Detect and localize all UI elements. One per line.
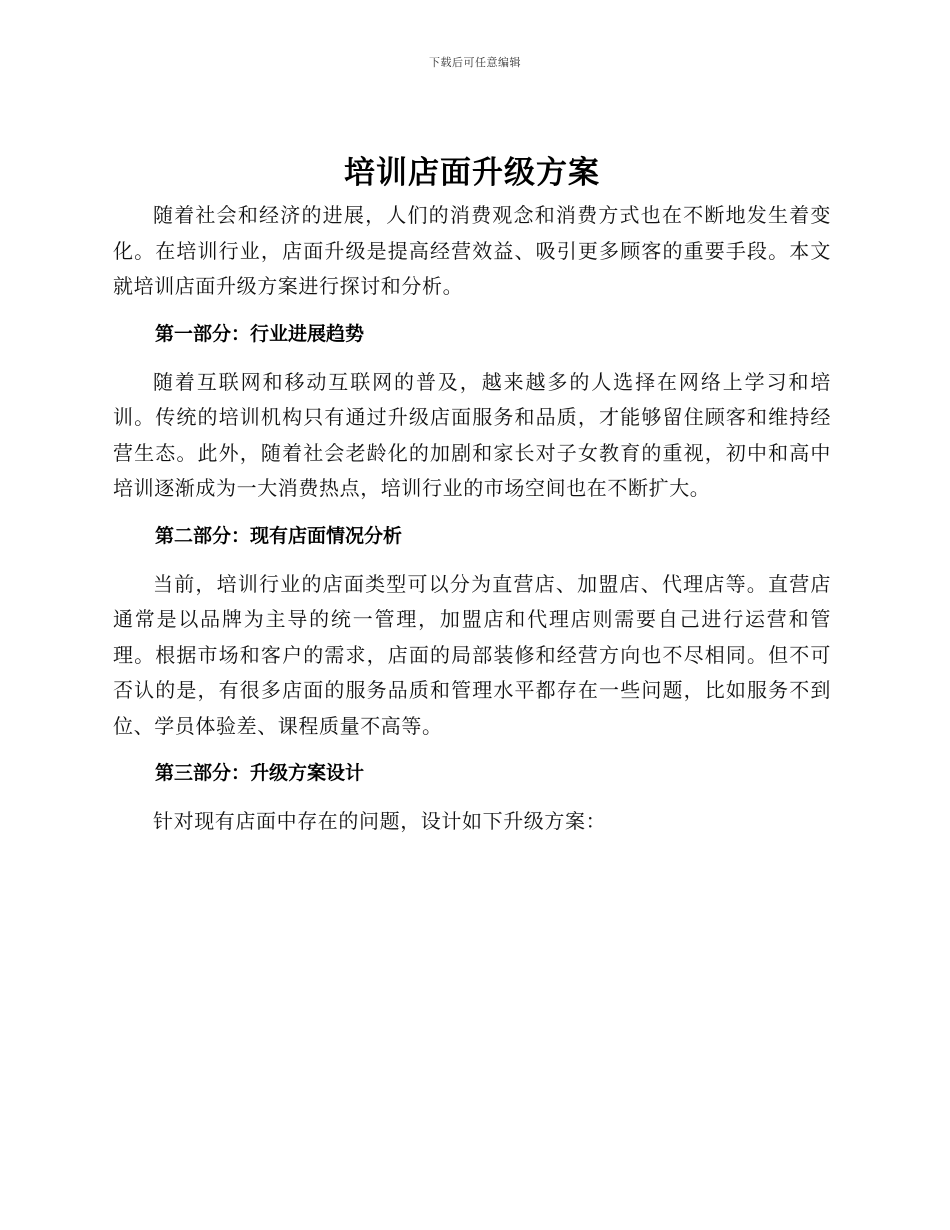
document-body [113,148,831,840]
header-note: 下载后可任意编辑 [429,56,521,69]
section-heading-1: 第一部分：行业进展趋势 [155,322,365,345]
section-paragraph-2: 当前，培训行业的店面类型可以分为直营店、加盟店、代理店等。直营店通常是以品牌为主导的统一管理，加盟店和代理店则需要自己进行运营和管理。根据市场和客户的需求，店面的局部装修和经营方向也不尽相同。但不可否认的是，有很多店面的服务品质和管理水平都存在一些问题，比如服务不到位、学员体验差、课程质量不高等。 [113,571,831,738]
section-paragraph-1: 随着互联网和移动互联网的普及，越来越多的人选择在网络上学习和培训。传统的培训机构只有通过升级店面服务和品质，才能够留住顾客和维持经营生态。此外，随着社会老龄化的加剧和家长对子女教育的重视，初中和高中培训逐渐成为一大消费热点，培训行业的市场空间也在不断扩大。 [113,369,831,500]
section-heading-3: 第三部分：升级方案设计 [155,762,365,784]
section-paragraph-3: 针对现有店面中存在的问题，设计如下升级方案： [153,809,607,833]
section-heading-2: 第二部分：现有店面情况分析 [155,524,403,547]
document-title: 培训店面升级方案 [344,155,600,191]
intro-paragraph: 随着社会和经济的进展，人们的消费观念和消费方式也在不断地发生着变化。在培训行业，店面升级是提高经营效益、吸引更多顾客的重要手段。本文就培训店面升级方案进行探讨和分析。 [113,203,831,298]
